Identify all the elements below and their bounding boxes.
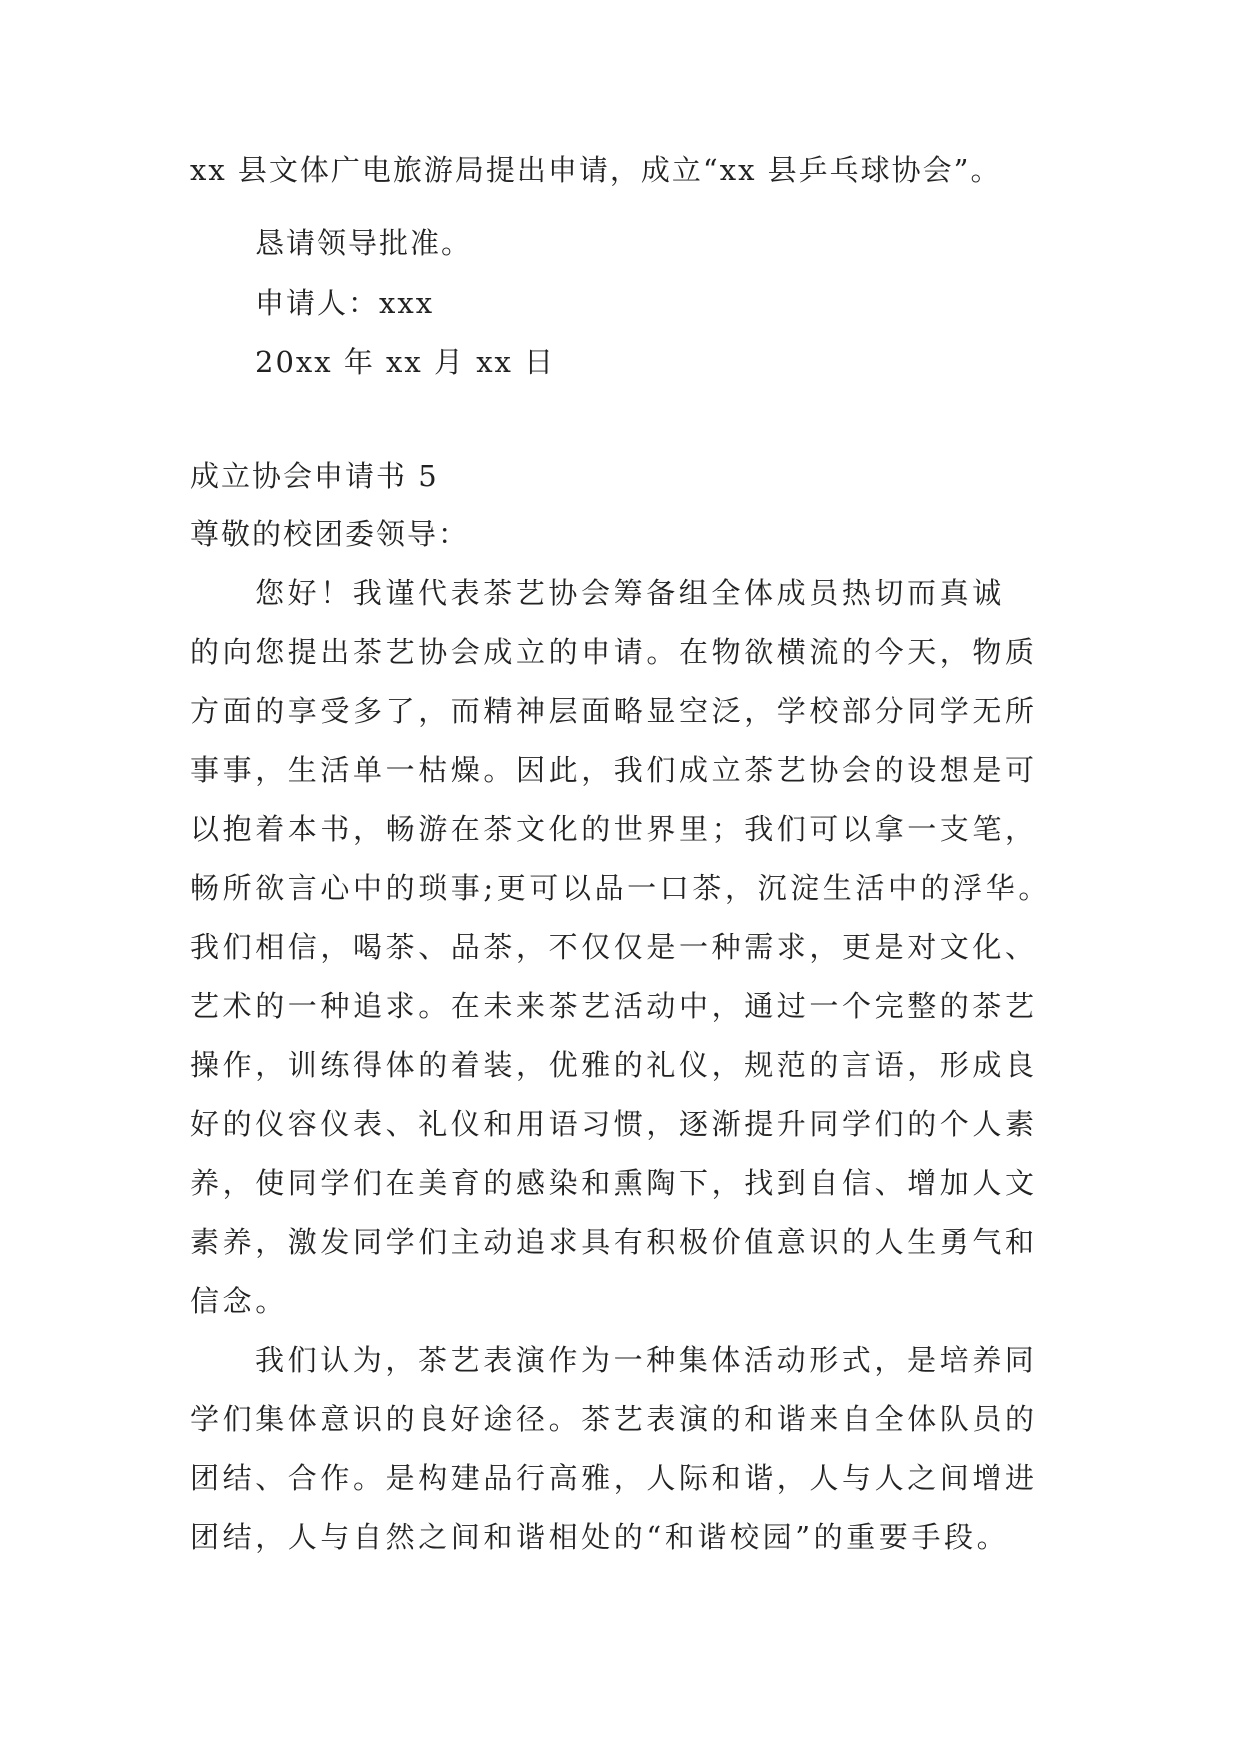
paragraph-line: 以抱着本书，畅游在茶文化的世界里；我们可以拿一支笔， (190, 812, 1038, 846)
paragraph-line: 操作，训练得体的着装，优雅的礼仪，规范的言语，形成良 (190, 1048, 1038, 1082)
applicant-line: 申请人：xxx (255, 286, 435, 320)
text-line: 恳请领导批准。 (255, 226, 473, 260)
section-title: 成立协会申请书 5 (190, 459, 439, 493)
paragraph-line: 信念。 (190, 1284, 288, 1318)
paragraph-line: 畅所欲言心中的琐事;更可以品一口茶，沉淀生活中的浮华。 (190, 871, 1051, 905)
paragraph-line: 好的仪容仪表、礼仪和用语习惯，逐渐提升同学们的个人素 (190, 1107, 1038, 1141)
salutation: 尊敬的校团委领导： (190, 517, 470, 551)
paragraph-line: 事事，生活单一枯燥。因此，我们成立茶艺协会的设想是可 (190, 753, 1038, 787)
paragraph-line: 素养，激发同学们主动追求具有积极价值意识的人生勇气和 (190, 1225, 1038, 1259)
paragraph-line: 艺术的一种追求。在未来茶艺活动中，通过一个完整的茶艺 (190, 989, 1038, 1023)
paragraph-line: 养，使同学们在美育的感染和熏陶下，找到自信、增加人文 (190, 1166, 1038, 1200)
date-line: 20xx 年 xx 月 xx 日 (255, 345, 556, 379)
paragraph-line: 我们相信，喝茶、品茶，不仅仅是一种需求，更是对文化、 (190, 930, 1038, 964)
paragraph-line: 团结、合作。是构建品行高雅，人际和谐，人与人之间增进 (190, 1461, 1038, 1495)
paragraph-line: 方面的享受多了，而精神层面略显空泛，学校部分同学无所 (190, 694, 1038, 728)
paragraph-line: 您好！我谨代表茶艺协会筹备组全体成员热切而真诚 (255, 576, 1005, 610)
paragraph-line: 团结，人与自然之间和谐相处的“和谐校园”的重要手段。 (190, 1520, 1010, 1554)
text-line: xx 县文体广电旅游局提出申请，成立“xx 县乒乓球协会”。 (190, 153, 1002, 187)
paragraph-line: 学们集体意识的良好途径。茶艺表演的和谐来自全体队员的 (190, 1402, 1038, 1436)
paragraph-line: 的向您提出茶艺协会成立的申请。在物欲横流的今天，物质 (190, 635, 1038, 669)
paragraph-line: 我们认为，茶艺表演作为一种集体活动形式，是培养同 (255, 1343, 1038, 1377)
